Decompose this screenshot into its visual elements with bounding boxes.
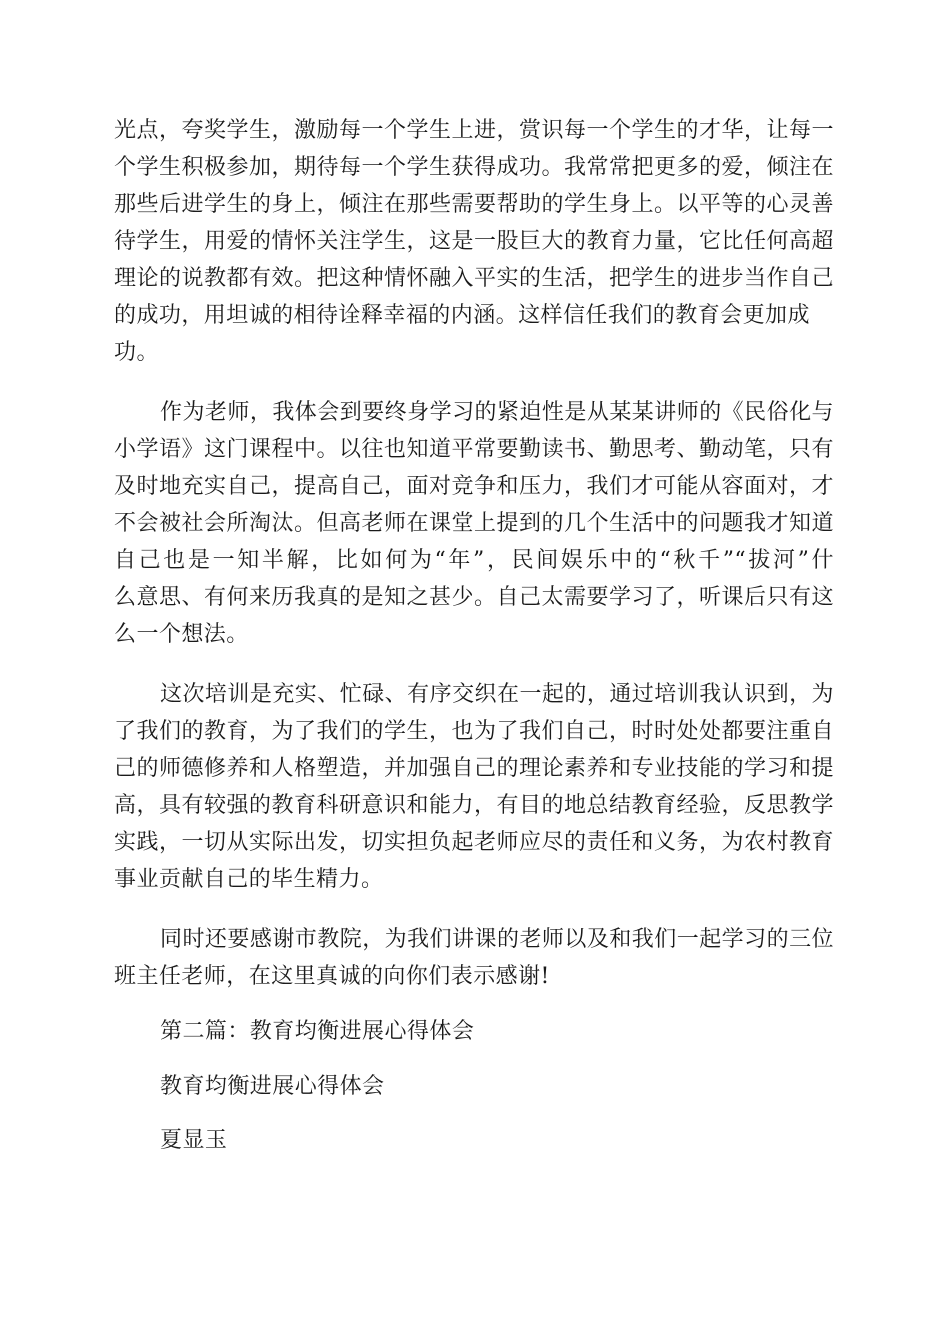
- paragraph-line: 实践，一切从实际出发，切实担负起老师应尽的责任和义务，为农村教育: [114, 830, 834, 855]
- paragraph-line: 这次培训是充实、忙碌、有序交织在一起的，通过培训我认识到，为: [160, 682, 834, 707]
- paragraph-line: 么意思、有何来历我真的是知之甚少。自己太需要学习了，听课后只有这: [114, 585, 834, 610]
- paragraph-line: 同时还要感谢市教院，为我们讲课的老师以及和我们一起学习的三位: [160, 927, 834, 952]
- paragraph-1: [114, 112, 834, 371]
- author-name: 夏显玉: [160, 1128, 228, 1153]
- paragraph-line: 事业贡献自己的毕生精力。: [114, 867, 384, 892]
- section-heading: 第二篇：教育均衡进展心得体会: [160, 1019, 475, 1044]
- paragraph-line: 了我们的教育，为了我们的学生，也为了我们自己，时时处处都要注重自: [114, 719, 834, 744]
- paragraph-line: 班主任老师，在这里真诚的向你们表示感谢!: [114, 964, 550, 989]
- paragraph-line: 不会被社会所淘汰。但高老师在课堂上提到的几个生活中的问题我才知道: [114, 511, 834, 536]
- paragraph-line: 待学生，用爱的情怀关注学生，这是一股巨大的教育力量，它比任何高超: [114, 229, 834, 254]
- paragraph-line: 的成功，用坦诚的相待诠释幸福的内涵。这样信任我们的教育会更加成: [114, 303, 810, 328]
- paragraph-line: 自己也是一知半解，比如何为“年”，民间娱乐中的“秋千”“拔河”什: [114, 548, 834, 573]
- paragraph-line: 己的师德修养和人格塑造，并加强自己的理论素养和专业技能的学习和提: [114, 756, 834, 781]
- paragraph-3: [114, 676, 834, 898]
- paragraph-4: [114, 921, 834, 995]
- paragraph-line: 及时地充实自己，提高自己，面对竞争和压力，我们才可能从容面对，才: [114, 474, 834, 499]
- paragraph-line: 么一个想法。: [114, 622, 249, 647]
- paragraph-2: [114, 394, 834, 653]
- paragraph-line: 那些后进学生的身上，倾注在那些需要帮助的学生身上。以平等的心灵善: [114, 192, 834, 217]
- paragraph-line: 高，具有较强的教育科研意识和能力，有目的地总结教育经验，反思教学: [114, 793, 834, 818]
- paragraph-line: 作为老师，我体会到要终身学习的紧迫性是从某某讲师的《民俗化与: [160, 400, 834, 425]
- paragraph-line: 理论的说教都有效。把这种情怀融入平实的生活，把学生的进步当作自己: [114, 266, 834, 291]
- paragraph-line: 个学生积极参加，期待每一个学生获得成功。我常常把更多的爱，倾注在: [114, 155, 834, 180]
- paragraph-line: 功。: [114, 340, 159, 365]
- paragraph-line: 小学语》这门课程中。以往也知道平常要勤读书、勤思考、勤动笔，只有: [114, 437, 834, 462]
- paragraph-line: 光点，夸奖学生，激励每一个学生上进，赏识每一个学生的才华，让每一: [114, 118, 834, 143]
- section-title: 教育均衡进展心得体会: [160, 1074, 385, 1099]
